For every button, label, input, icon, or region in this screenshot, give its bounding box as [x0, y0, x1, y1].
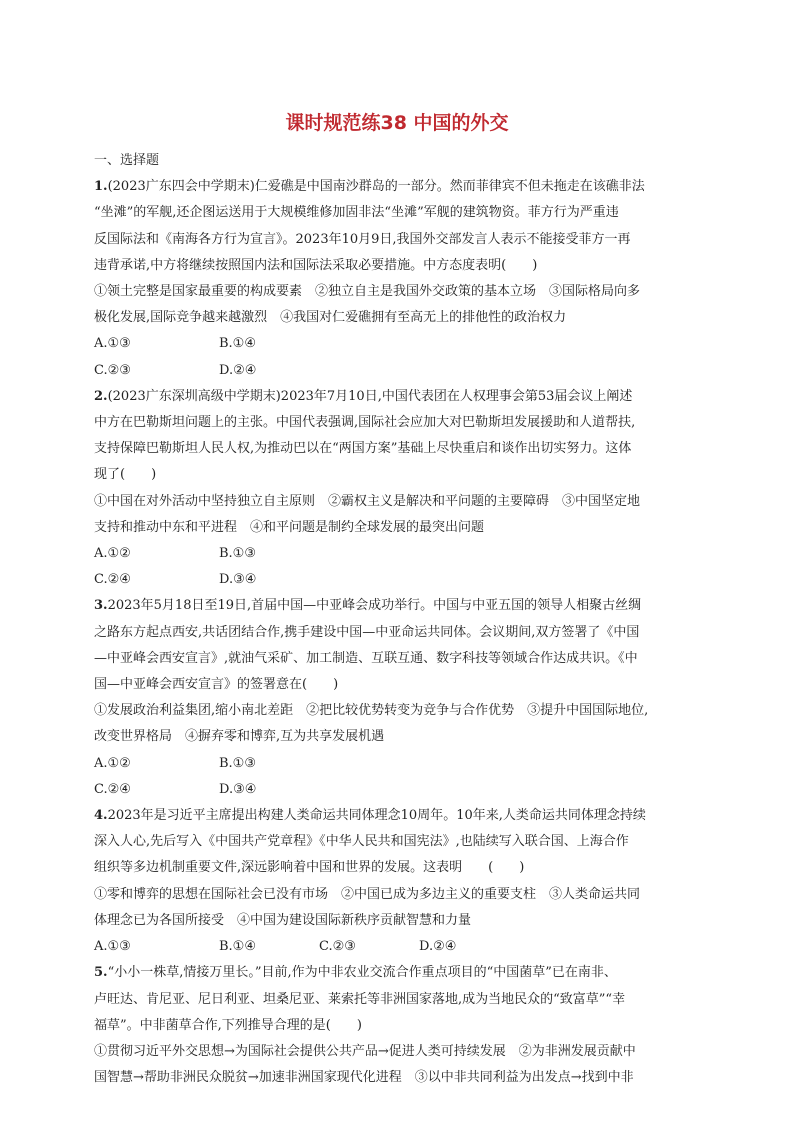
option-row	[94, 934, 694, 960]
option-c[interactable]: C.②③	[319, 939, 356, 955]
question-line: 3.2023年5月18日至19日,首届中国—中亚峰会成功举行。中国与中亚五国的领导人相聚古丝绸	[94, 598, 642, 614]
statement-line: ①贯彻习近平外交思想→为国际社会提供公共产品→促进人类可持续发展 ②为非洲发展贡献中	[94, 1043, 636, 1059]
option-b[interactable]: B.①③	[219, 546, 256, 562]
question-line: 组织等多边机制重要文件,深远影响着中国和世界的发展。这表明 ( )	[94, 860, 525, 876]
question-line: 国—中亚峰会西安宣言》的签署意在( )	[94, 677, 339, 693]
question-line: 之路东方起点西安,共话团结合作,携手建设中国—中亚命运共同体。会议期间,双方签署了《中国	[94, 624, 640, 640]
statement-line: 支持和推动中东和平进程 ④和平问题是制约全球发展的最突出问题	[94, 519, 485, 535]
option-d[interactable]: D.③④	[219, 572, 257, 588]
question-number: 3.	[94, 598, 108, 614]
question-line: —中亚峰会西安宣言》,就油气采矿、加工制造、互联互通、数字科技等领域合作达成共识。《中	[94, 650, 638, 666]
question-line: 4.2023年是习近平主席提出构建人类命运共同体理念10周年。10年来,人类命运共同体理念持续	[94, 808, 646, 824]
statement-line: ①领土完整是国家最重要的构成要素 ②独立自主是我国外交政策的基本立场 ③国际格局向多	[94, 284, 641, 300]
option-d[interactable]: D.②④	[219, 362, 257, 378]
statement-line: ①零和博弈的思想在国际社会已没有市场 ②中国已成为多边主义的重要支柱 ③人类命运共同	[94, 886, 641, 902]
statement-line: 改变世界格局 ④摒弃零和博弈,互为共享发展机遇	[94, 729, 385, 745]
option-b[interactable]: B.①③	[219, 755, 256, 771]
option-d[interactable]: D.③④	[219, 781, 257, 797]
question-3	[94, 593, 694, 803]
option-c[interactable]: C.②④	[94, 572, 131, 588]
question-line: 支持保障巴勒斯坦人民人权,为推动巴以在“两国方案”基础上尽快重启和谈作出切实努力。这体	[94, 441, 632, 457]
question-line: 卢旺达、肯尼亚、尼日利亚、坦桑尼亚、莱索托等非洲国家落地,成为当地民众的“致富草”“幸	[94, 991, 626, 1007]
question-1	[94, 174, 694, 384]
question-line: 反国际法和《南海各方行为宣言》。2023年10月9日,我国外交部发言人表示不能接受菲方一再	[94, 231, 631, 247]
option-b[interactable]: B.①④	[219, 336, 256, 352]
question-number: 2.	[94, 388, 108, 404]
question-line: 深入人心,先后写入《中国共产党章程》《中华人民共和国宪法》,也陆续写入联合国、上海合作	[94, 834, 629, 850]
question-number: 5.	[94, 965, 108, 981]
option-c[interactable]: C.②③	[94, 362, 131, 378]
question-line: 中方在巴勒斯坦问题上的主张。中国代表强调,国际社会应加大对巴勒斯坦发展援助和人道帮扶,	[94, 415, 636, 431]
statement-line: 极化发展,国际竞争越来越激烈 ④我国对仁爱礁拥有至高无上的排他性的政治权力	[94, 310, 567, 326]
option-a[interactable]: A.①②	[94, 755, 131, 771]
question-line: 违背承诺,中方将继续按照国内法和国际法采取必要措施。中方态度表明( )	[94, 257, 538, 273]
option-a[interactable]: A.①③	[94, 939, 131, 955]
question-list	[94, 148, 694, 1091]
option-a[interactable]: A.①②	[94, 546, 131, 562]
question-2	[94, 384, 694, 594]
section-heading: 一、选择题	[94, 153, 160, 168]
question-line: “坐滩”的军舰,还企图运送用于大规模维修加固非法“坐滩”军舰的建筑物资。菲方行为严重违	[94, 205, 619, 221]
statement-line: ①发展政治利益集团,缩小南北差距 ②把比较优势转变为竞争与合作优势 ③提升中国国际地位,	[94, 703, 649, 719]
question-line: 5.“小小一株草,情接万里长。”目前,作为中非农业交流合作重点项目的“中国菌草”已在南非、	[94, 965, 617, 981]
option-row	[94, 541, 694, 567]
statement-line: ①中国在对外活动中坚持独立自主原则 ②霸权主义是解决和平问题的主要障碍 ③中国坚定地	[94, 493, 641, 509]
option-c[interactable]: C.②④	[94, 781, 131, 797]
option-row	[94, 777, 694, 803]
option-d[interactable]: D.②④	[419, 939, 457, 955]
question-line: 福草”。中非菌草合作,下列推导合理的是( )	[94, 1017, 362, 1033]
statement-line: 国智慧→帮助非洲民众脱贫→加速非洲国家现代化进程 ③以中非共同利益为出发点→找到中非	[94, 1070, 634, 1086]
question-number: 1.	[94, 179, 108, 195]
option-row	[94, 751, 694, 777]
option-row	[94, 358, 694, 384]
question-4	[94, 803, 694, 960]
statement-line: 体理念已为各国所接受 ④中国为建设国际新秩序贡献智慧和力量	[94, 912, 472, 928]
question-line: 2.(2023广东深圳高级中学期末)2023年7月10日,中国代表团在人权理事会第53届会议上阐述	[94, 388, 633, 404]
option-a[interactable]: A.①③	[94, 336, 131, 352]
question-line: 现了( )	[94, 467, 157, 483]
option-row	[94, 331, 694, 357]
option-row	[94, 567, 694, 593]
question-number: 4.	[94, 808, 108, 824]
page-title: 课时规范练38 中国的外交	[285, 112, 509, 134]
question-5	[94, 960, 694, 1091]
question-line: 1.(2023广东四会中学期末)仁爱礁是中国南沙群岛的一部分。然而菲律宾不但未拖走在该礁非法	[94, 179, 645, 195]
option-b[interactable]: B.①④	[219, 939, 256, 955]
